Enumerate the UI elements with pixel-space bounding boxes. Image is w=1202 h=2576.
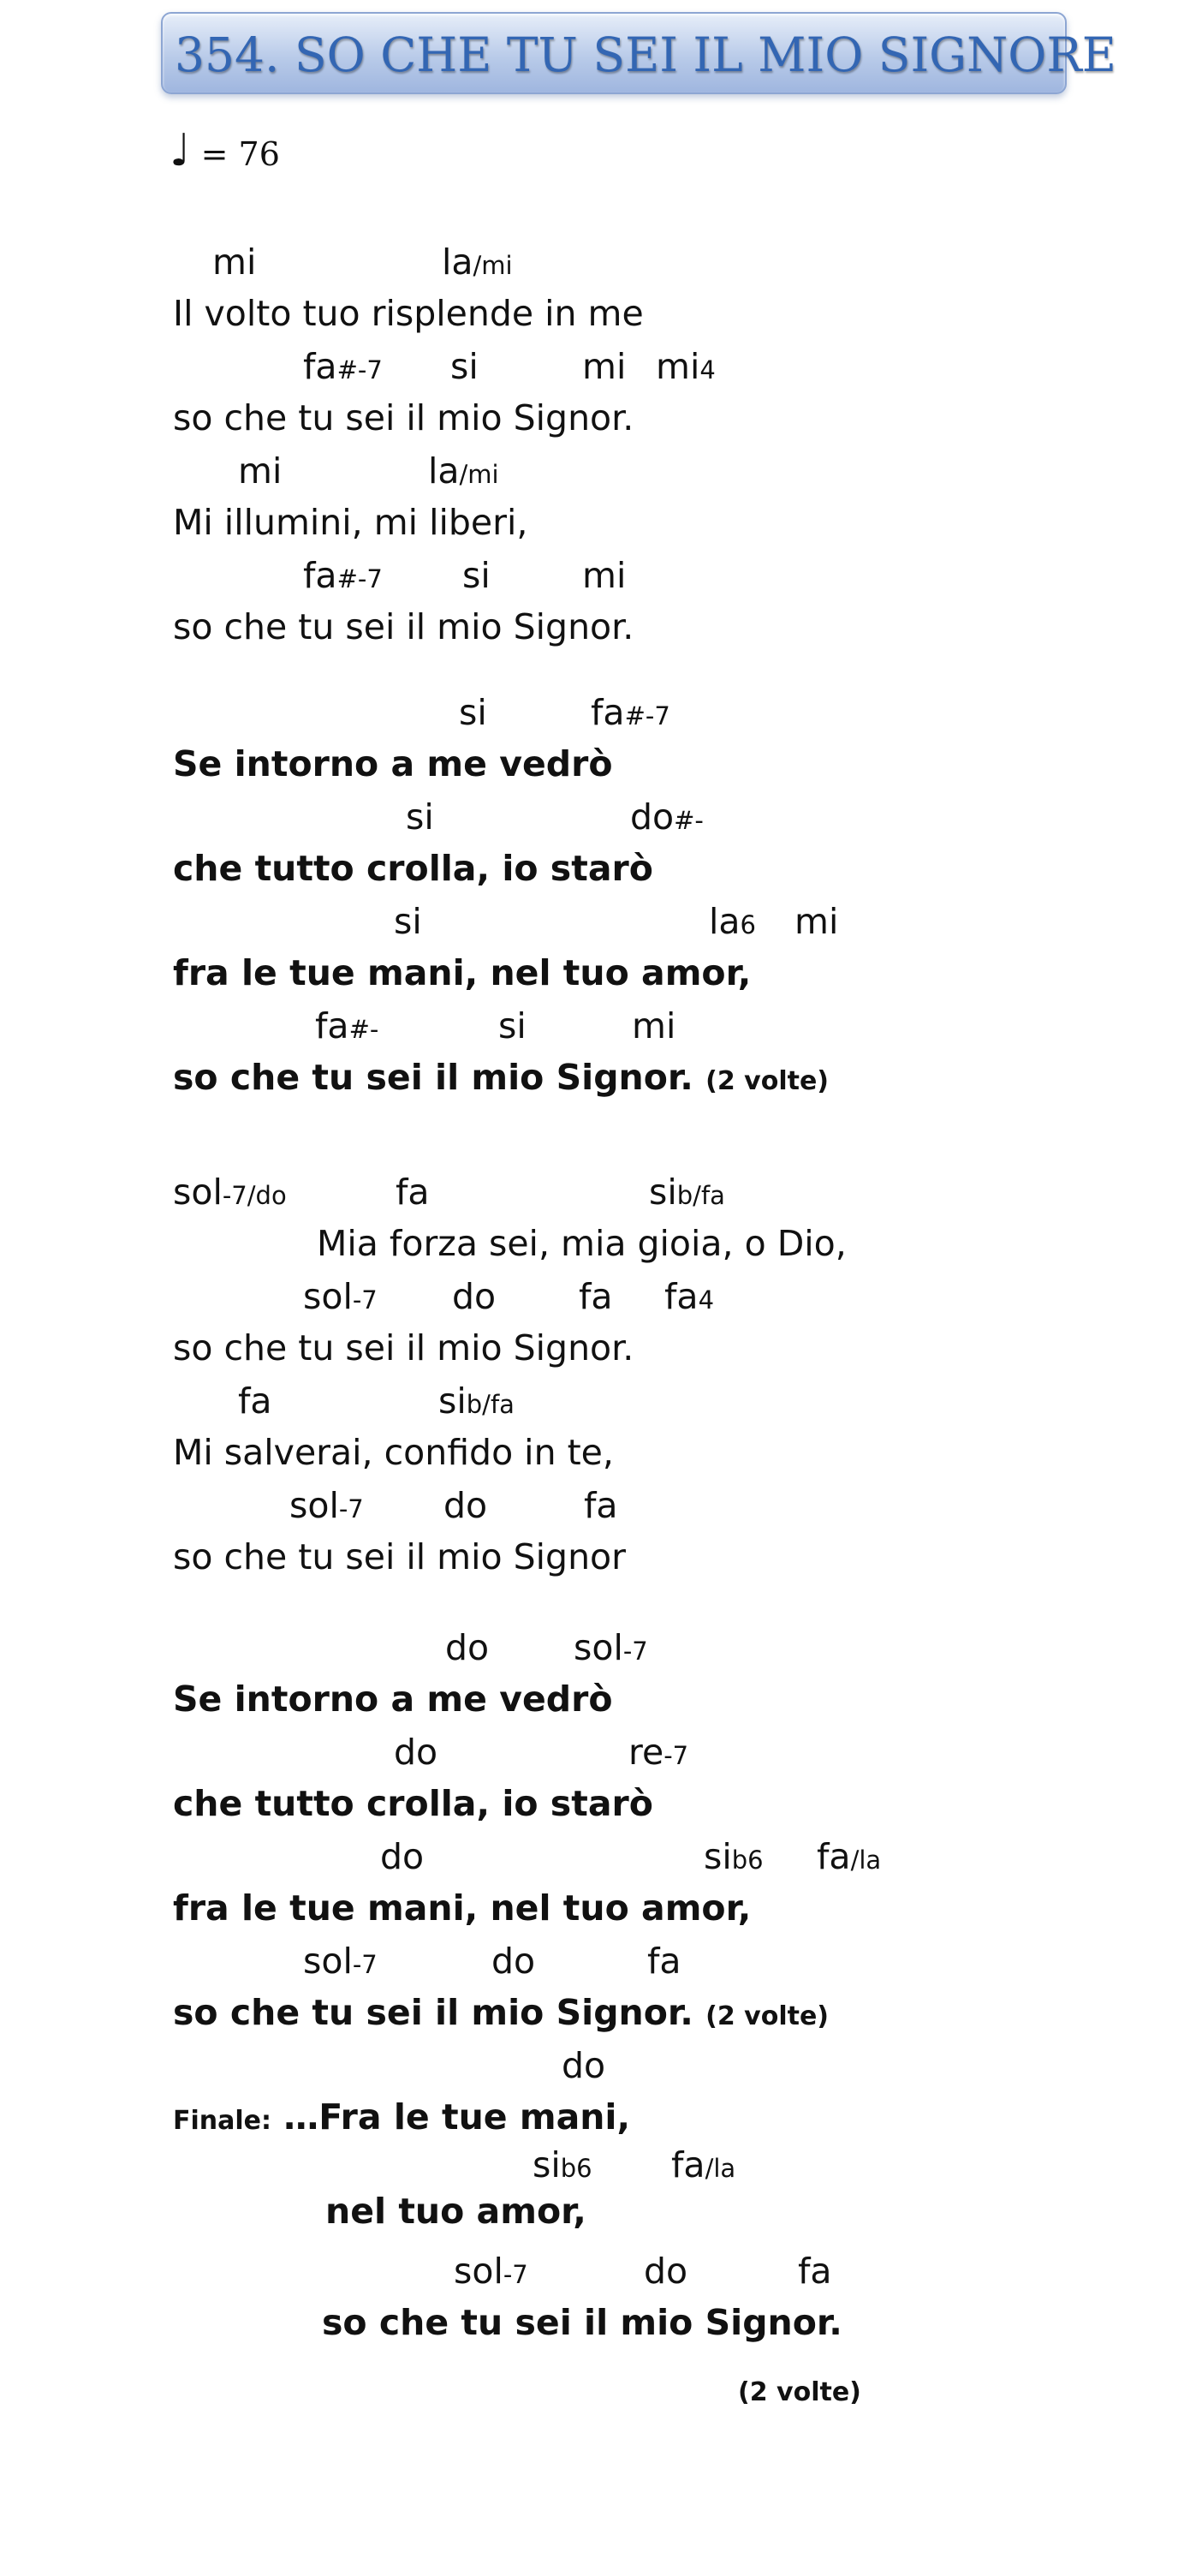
- chord: si: [406, 796, 434, 838]
- chord: fa: [591, 692, 625, 733]
- chord: do: [562, 2045, 606, 2086]
- lyric-line: so che tu sei il mio Signor.: [322, 2302, 842, 2343]
- repeat-note: (2 volte): [738, 2377, 861, 2407]
- lyric-line: Mi salverai, confido in te,: [173, 1432, 614, 1473]
- chord: do: [394, 1732, 438, 1773]
- lyric-line: nel tuo amor,: [325, 2191, 586, 2232]
- chord: sol: [303, 1276, 353, 1317]
- lyric-line: fra le tue mani, nel tuo amor,: [173, 952, 752, 993]
- chord: sol: [173, 1172, 223, 1213]
- chord: si: [459, 692, 487, 733]
- lyric-line: so che tu sei il mio Signor.: [173, 606, 634, 647]
- chord: si: [649, 1172, 677, 1213]
- title-banner: [161, 12, 1116, 94]
- repeat-note: (2 volte): [705, 2001, 830, 2031]
- lyric-line: Mia forza sei, mia gioia, o Dio,: [317, 1223, 847, 1264]
- tempo-value: = 76: [200, 135, 280, 173]
- chord: la: [709, 901, 741, 942]
- chord: mi: [656, 346, 700, 387]
- finale-label: Finale:: [173, 2106, 272, 2136]
- lyric-line: so che tu sei il mio Signor.: [173, 397, 634, 438]
- chord: fa: [396, 1172, 430, 1213]
- chord: mi: [582, 555, 627, 596]
- chord: do: [630, 796, 675, 838]
- chord: fa: [664, 1276, 699, 1317]
- chord: do: [452, 1276, 497, 1317]
- chord: sol: [454, 2251, 503, 2292]
- chord: fa: [315, 1005, 349, 1046]
- chord: do: [644, 2251, 688, 2292]
- chord: si: [533, 2144, 561, 2185]
- repeat-note: (2 volte): [705, 1066, 830, 1096]
- lyric-line: so che tu sei il mio Signor. (2 volte): [173, 1057, 830, 1098]
- chord: do: [491, 1941, 536, 1982]
- lyric-line: che tutto crolla, io starò: [173, 1783, 653, 1824]
- chord: mi: [582, 346, 627, 387]
- chord: si: [394, 901, 422, 942]
- chord: sol: [289, 1485, 339, 1526]
- chord: fa: [798, 2251, 832, 2292]
- lyric-line: Mi illumini, mi liberi,: [173, 502, 528, 543]
- lyric-line: Se intorno a me vedrò: [173, 743, 613, 784]
- lyric-line: Finale: …Fra le tue mani,: [173, 2096, 631, 2138]
- chord: do: [380, 1836, 425, 1877]
- chord: si: [498, 1005, 527, 1046]
- chord: do: [445, 1627, 490, 1668]
- chord: si: [704, 1836, 732, 1877]
- chord: do: [443, 1485, 488, 1526]
- chord: la: [428, 450, 460, 492]
- chord: mi: [238, 450, 283, 492]
- chord: la: [442, 242, 473, 283]
- chord: si: [438, 1380, 467, 1422]
- lyric-line: so che tu sei il mio Signor: [173, 1536, 626, 1577]
- lyric-line: fra le tue mani, nel tuo amor,: [173, 1887, 752, 1929]
- tempo-marking: [170, 125, 280, 176]
- chord: sol: [303, 1941, 353, 1982]
- lyric-line: so che tu sei il mio Signor.: [173, 1327, 634, 1368]
- quarter-note-icon: ♩: [170, 125, 191, 176]
- chord: si: [450, 346, 479, 387]
- chord: sol: [574, 1627, 623, 1668]
- song-title: 354. SO CHE TU SEI IL MIO SIGNORE: [175, 27, 1116, 82]
- chord: mi: [632, 1005, 676, 1046]
- chord: fa: [303, 346, 337, 387]
- chord: si: [462, 555, 491, 596]
- chord: fa: [238, 1380, 272, 1422]
- chord: fa: [817, 1836, 851, 1877]
- chord: fa: [303, 555, 337, 596]
- chord: mi: [212, 242, 257, 283]
- chord: mi: [794, 901, 839, 942]
- chord: fa: [579, 1276, 613, 1317]
- lyric-line: Se intorno a me vedrò: [173, 1679, 613, 1720]
- chord: fa: [584, 1485, 618, 1526]
- lyric-line: Il volto tuo risplende in me: [173, 293, 644, 334]
- chord: re: [628, 1732, 664, 1773]
- lyric-line: che tutto crolla, io starò: [173, 848, 653, 889]
- chord: fa: [671, 2144, 705, 2185]
- lyric-line: so che tu sei il mio Signor. (2 volte): [173, 1992, 830, 2033]
- chord: fa: [647, 1941, 681, 1982]
